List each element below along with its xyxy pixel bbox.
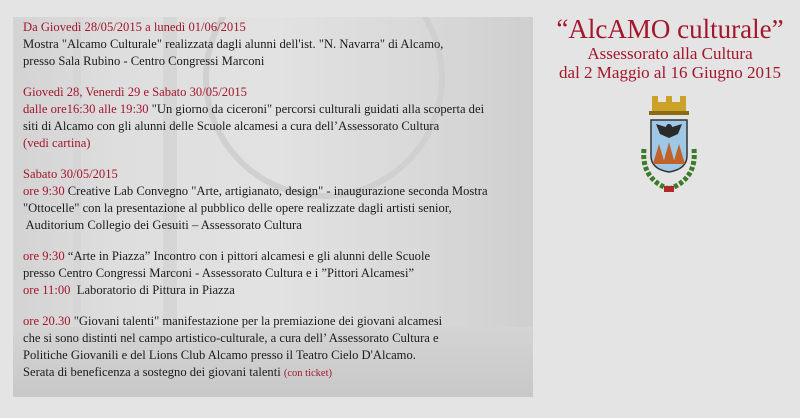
event-list: [23, 19, 543, 396]
event-date: Sabato 30/05/2015: [23, 167, 118, 181]
event-5: [23, 313, 543, 382]
event-time: dalle ore16:30 alle 19:30: [23, 102, 149, 116]
subtitle: Assessorato alla Cultura: [587, 44, 753, 63]
event-text: Serata di beneficenza a sostegno dei giovani talenti: [23, 365, 281, 379]
event-text: "Ottocelle" con la presentazione al pubblico delle opere realizzate dagli artisti senior,: [23, 201, 452, 215]
event-text: Auditorium Collegio dei Gesuiti – Assessorato Cultura: [23, 218, 302, 232]
event-1: [23, 19, 543, 70]
event-text: Mostra "Alcamo Culturale" realizzata dagli alunni dell'ist. "N. Navarra" di Alcamo,: [23, 37, 444, 51]
vedi-cartina-link[interactable]: (vedi cartina): [23, 136, 91, 150]
header: [540, 14, 800, 82]
event-text: "Un giorno da ciceroni" percorsi culturali guidati alla scoperta dei: [151, 102, 485, 116]
event-time: ore 11:00: [23, 283, 71, 297]
event-date: Giovedì 28, Venerdì 29 e Sabato 30/05/2015: [23, 85, 247, 99]
event-4: [23, 248, 543, 299]
alcamo-coat-of-arms-icon: [636, 94, 726, 204]
event-text: "Giovani talenti" manifestazione per la premiazione dei giovani alcamesi: [73, 314, 443, 328]
event-date: Da Giovedì 28/05/2015 a lunedì 01/06/2015: [23, 20, 246, 34]
event-text: presso Centro Congressi Marconi - Assessorato Cultura e i ”Pittori Alcamesi”: [23, 266, 415, 280]
event-time: ore 20.30: [23, 314, 71, 328]
event-text: “Arte in Piazza” Incontro con i pittori alcamesi e gli alunni delle Scuole: [67, 249, 431, 263]
page-title: “AlcAMO culturale”: [556, 14, 784, 44]
event-time: ore 9:30: [23, 249, 65, 263]
event-text: presso Sala Rubino - Centro Congressi Marconi: [23, 54, 265, 68]
event-time: ore 9:30: [23, 184, 65, 198]
event-text: siti di Alcamo con gli alunni delle Scuole alcamesi a cura dell’Assessorato Cultura: [23, 119, 440, 133]
ticket-note: (con ticket): [283, 368, 332, 379]
event-text: Politiche Giovanili e del Lions Club Alcamo presso il Teatro Cielo D'Alcamo.: [23, 348, 416, 362]
date-range: dal 2 Maggio al 16 Giugno 2015: [559, 63, 781, 82]
event-2: [23, 84, 543, 152]
event-text: Creative Lab Convegno "Arte, artigianato, design" - inaugurazione seconda Mostra: [67, 184, 488, 198]
event-text: Laboratorio di Pittura in Piazza: [76, 283, 235, 297]
event-3: [23, 166, 543, 234]
event-text: che si sono distinti nel campo artistico-culturale, a cura dell’ Assessorato Cultura e: [23, 331, 439, 345]
